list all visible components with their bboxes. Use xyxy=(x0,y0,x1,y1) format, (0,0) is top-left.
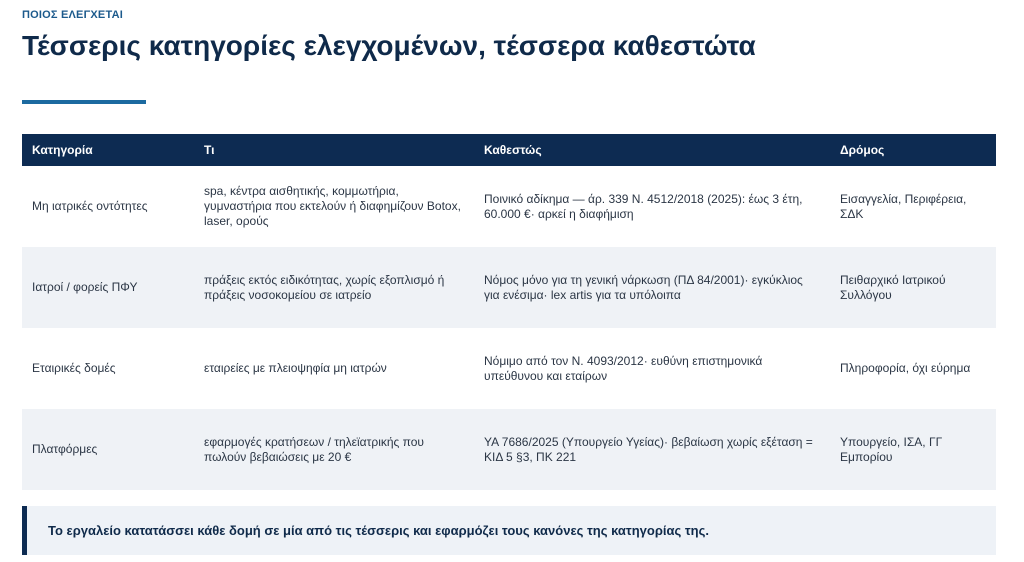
page-title: Τέσσερις κατηγορίες ελεγχομένων, τέσσερα καθεστώτα xyxy=(22,30,756,61)
cell-what: πράξεις εκτός ειδικότητας, χωρίς εξοπλισμό ή πράξεις νοσοκομείου σε ιατρείο xyxy=(204,272,445,302)
cell-regime: Νόμιμο από τον Ν. 4093/2012· ευθύνη επιστημονικά υπεύθυνου και εταίρων xyxy=(484,353,763,383)
table-row xyxy=(22,247,996,328)
cell-category: Ιατροί / φορείς ΠΦΥ xyxy=(32,280,138,294)
column-header-what: Τι xyxy=(204,143,215,157)
column-header-regime: Καθεστώς xyxy=(484,143,542,157)
cell-category: Μη ιατρικές οντότητες xyxy=(32,199,148,213)
cell-route: Πειθαρχικό Ιατρικού Συλλόγου xyxy=(840,272,946,302)
cell-regime: Νόμος μόνο για τη γενική νάρκωση (ΠΔ 84/2001)· εγκύκλιος για ενέσιμα· lex artis για τα υπόλοιπα xyxy=(484,272,803,302)
table-row xyxy=(22,409,996,490)
cell-what: spa, κέντρα αισθητικής, κομμωτήρια, γυμναστήρια που εκτελούν ή διαφημίζουν Botox, laser, ορούς xyxy=(204,184,461,228)
cell-route: Εισαγγελία, Περιφέρεια, ΣΔΚ xyxy=(840,191,967,221)
table-header xyxy=(22,134,996,166)
cell-what: εταιρείες με πλειοψηφία μη ιατρών xyxy=(204,361,387,375)
categories-table xyxy=(22,134,996,490)
column-header-route: Δρόμος xyxy=(840,143,885,157)
cell-regime: Ποινικό αδίκημα — άρ. 339 Ν. 4512/2018 (2025): έως 3 έτη, 60.000 €· αρκεί η διαφήμιση xyxy=(484,191,803,221)
cell-what: εφαρμογές κρατήσεων / τηλεϊατρικής που πωλούν βεβαιώσεις με 20 € xyxy=(204,434,424,464)
cell-category: Εταιρικές δομές xyxy=(32,361,116,375)
callout-accent-bar xyxy=(22,506,27,555)
cell-route: Υπουργείο, ΙΣΑ, ΓΓ Εμπορίου xyxy=(840,434,943,464)
column-header-category: Κατηγορία xyxy=(32,143,93,157)
section-eyebrow: ΠΟΙΟΣ ΕΛΕΓΧΕΤΑΙ xyxy=(22,9,123,21)
table-row xyxy=(22,328,996,409)
summary-callout xyxy=(22,506,996,555)
callout-text: Το εργαλείο κατατάσσει κάθε δομή σε μία από τις τέσσερις και εφαρμόζει τους κανόνες της κατηγορίας της. xyxy=(48,523,709,538)
title-accent-rule xyxy=(22,100,146,104)
cell-category: Πλατφόρμες xyxy=(32,442,98,456)
cell-route: Πληροφορία, όχι εύρημα xyxy=(840,361,971,375)
cell-regime: ΥΑ 7686/2025 (Υπουργείο Υγείας)· βεβαίωση χωρίς εξέταση = ΚΙΔ 5 §3, ΠΚ 221 xyxy=(484,434,813,464)
table-row xyxy=(22,166,996,247)
